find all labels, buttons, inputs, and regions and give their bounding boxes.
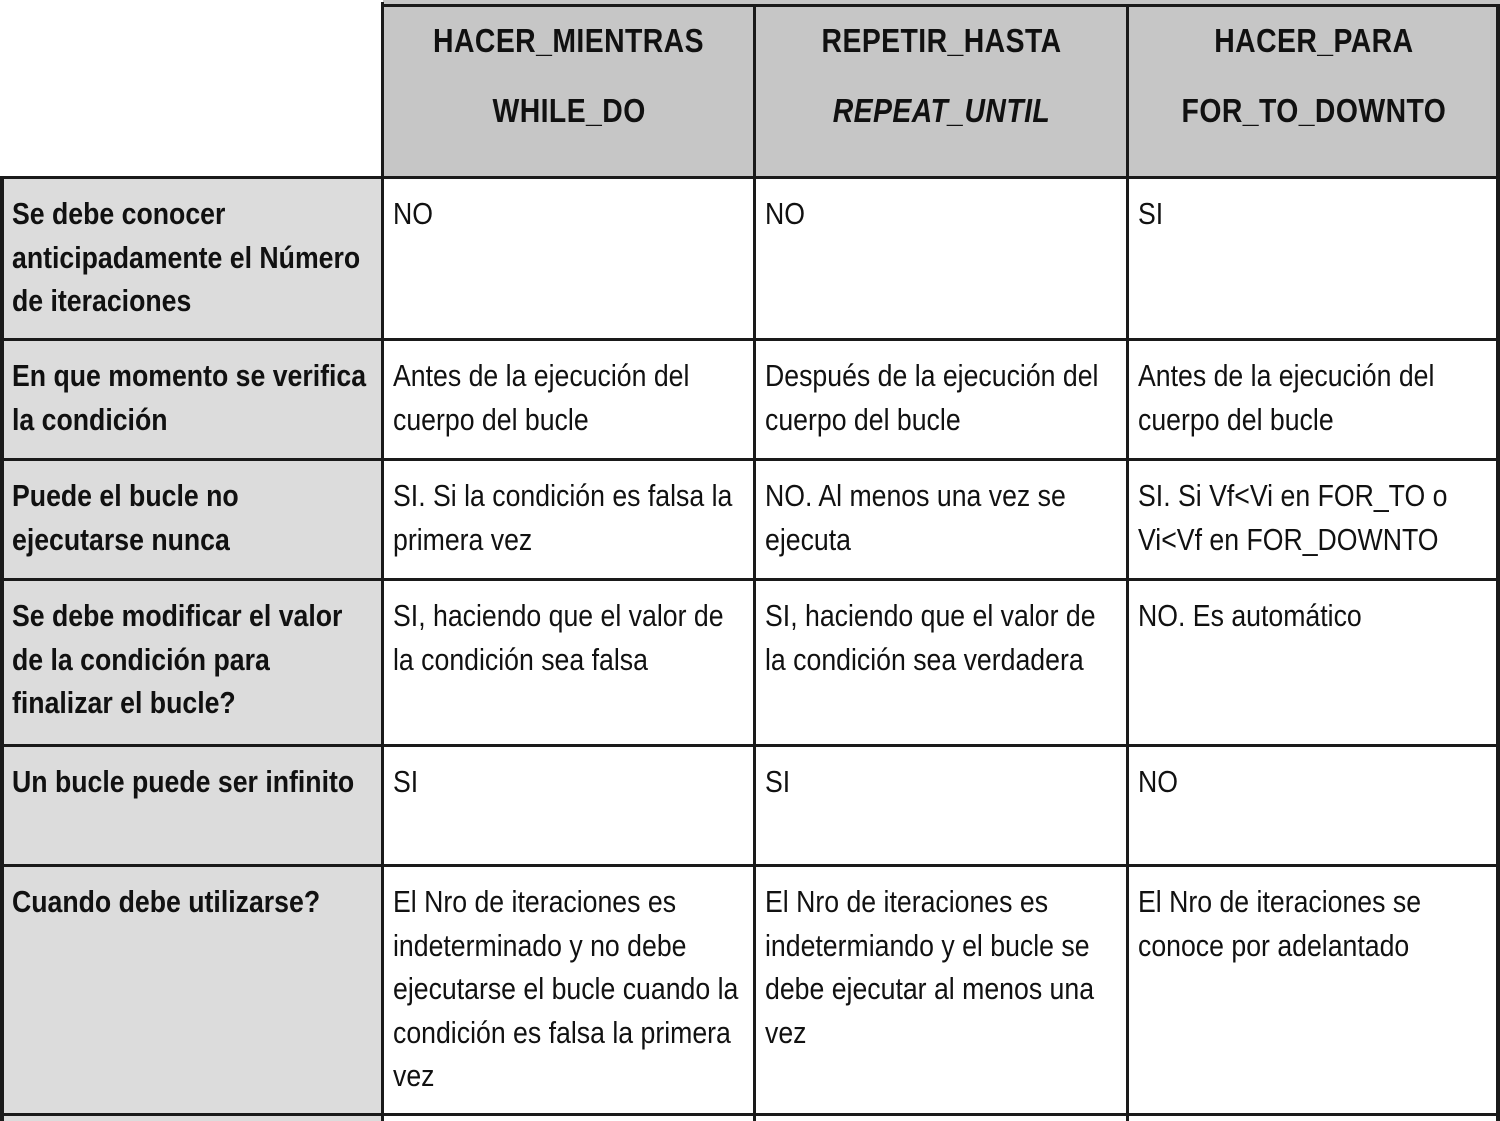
row-header: Se debe conocer anticipadamente el Número de iteraciones <box>0 178 383 340</box>
table-top-border <box>381 4 1500 7</box>
column-title: HACER_MIENTRAS <box>433 22 705 59</box>
table-cell: Antes de la ejecución del cuerpo del bucle <box>383 340 755 460</box>
column-header-hacer-para <box>1128 0 1500 178</box>
row-header: Se debe modificar el valor de la condición para finalizar el bucle? <box>0 580 383 746</box>
column-divider <box>753 4 756 1121</box>
table-cell: SI, haciendo que el valor de la condición sea verdadera <box>755 580 1128 746</box>
table-cell: El Nro de iteraciones es indeterminado y no debe ejecutarse el bucle cuando la condición es falsa la primera vez <box>383 866 755 1121</box>
table-cell: El Nro de iteraciones es indetermiando y el bucle se debe ejecutar al menos una vez <box>755 866 1128 1121</box>
row-divider <box>0 458 1500 461</box>
table-cell: SI <box>755 746 1128 866</box>
column-divider <box>381 2 384 1121</box>
table-cell: SI. Si Vf<Vi en FOR_TO o Vi<Vf en FOR_DOWNTO <box>1128 460 1500 580</box>
row-divider <box>0 578 1500 581</box>
table-cell: Antes de la ejecución del cuerpo del bucle <box>1128 340 1500 460</box>
table-left-border <box>0 176 4 1121</box>
table-bottom-border <box>0 1113 1500 1116</box>
row-divider <box>0 176 1500 179</box>
table-corner <box>0 0 383 178</box>
table-cell: NO <box>755 178 1128 340</box>
table-cell: NO <box>383 178 755 340</box>
column-divider <box>1126 4 1129 1121</box>
column-title: REPETIR_HASTA <box>821 22 1062 59</box>
row-header: Un bucle puede ser infinito <box>0 746 383 866</box>
row-header: Cuando debe utilizarse? <box>0 866 383 1121</box>
table-cell: Después de la ejecución del cuerpo del bucle <box>755 340 1128 460</box>
table-cell: SI <box>383 746 755 866</box>
column-title: HACER_PARA <box>1214 22 1414 59</box>
row-header: En que momento se verifica la condición <box>0 340 383 460</box>
row-divider <box>0 744 1500 747</box>
table-cell: NO. Es automático <box>1128 580 1500 746</box>
row-divider <box>0 864 1500 867</box>
table-cell: El Nro de iteraciones se conoce por adelantado <box>1128 866 1500 1121</box>
row-header: Puede el bucle no ejecutarse nunca <box>0 460 383 580</box>
table-right-border <box>1496 4 1500 1121</box>
table-cell: SI, haciendo que el valor de la condición sea falsa <box>383 580 755 746</box>
table-cell: NO <box>1128 746 1500 866</box>
column-header-repetir-hasta <box>755 0 1128 178</box>
column-header-hacer-mientras <box>383 0 755 178</box>
column-subtitle: FOR_TO_DOWNTO <box>1181 92 1447 129</box>
column-subtitle: WHILE_DO <box>492 92 646 129</box>
row-divider <box>0 338 1500 341</box>
table-cell: NO. Al menos una vez se ejecuta <box>755 460 1128 580</box>
table-cell: SI <box>1128 178 1500 340</box>
column-subtitle: REPEAT_UNTIL <box>832 92 1051 129</box>
table-cell: SI. Si la condición es falsa la primera vez <box>383 460 755 580</box>
